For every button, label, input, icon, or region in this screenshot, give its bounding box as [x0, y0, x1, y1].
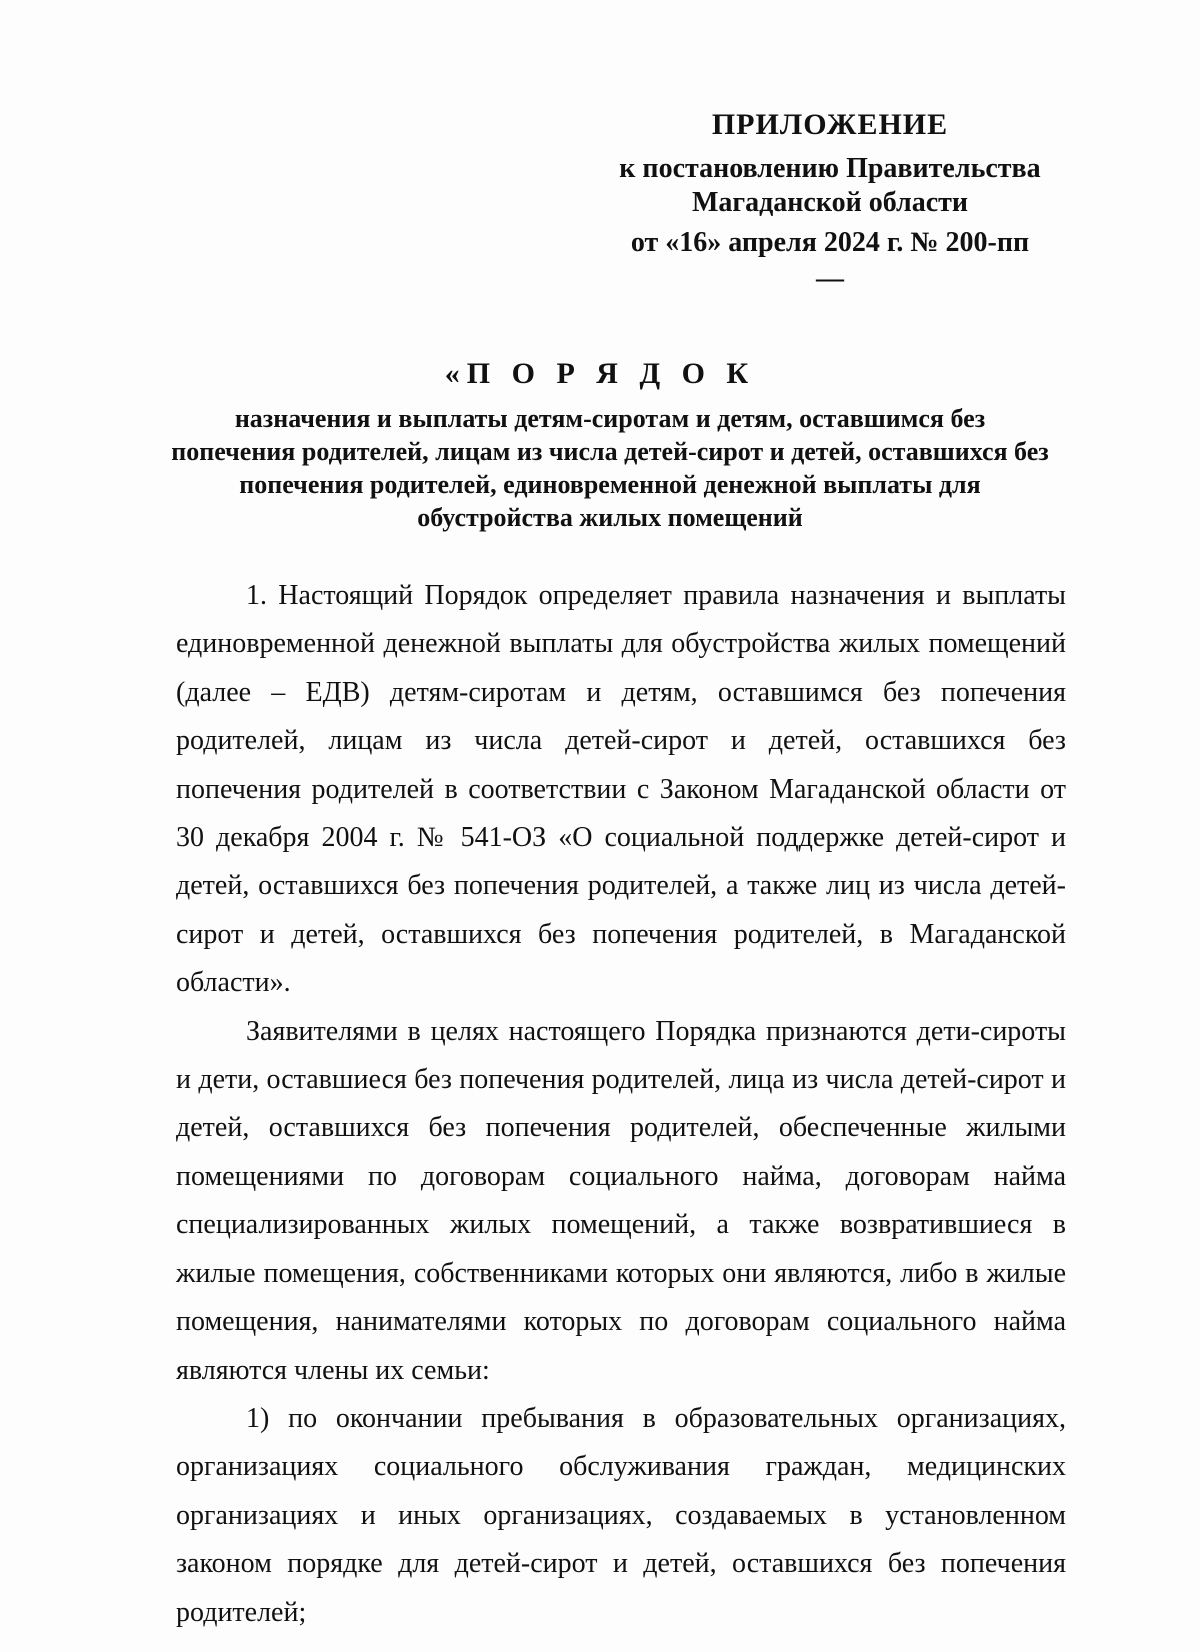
- appendix-title: ПРИЛОЖЕНИЕ: [711, 108, 949, 141]
- paragraph-2: Заявителями в целях настоящего Порядка признаются дети-сироты и дети, оставшиеся без попечения родителей, лица из числа детей-сирот и детей, оставшихся без попечения родителей, обеспеченные жилыми помещениями по договорам социального найма, договорам найма специализированных жилых помещений, а также возвратившиеся в жилые помещения, собственниками которых они являются, либо в жилые помещения, нанимателями которых по договорам социального найма являются члены их семьи:: [176, 1015, 1066, 1386]
- appendix-resolution-line: к постановлению Правительства: [619, 153, 1041, 184]
- order-title: «П О Р Я Д О К: [444, 357, 756, 390]
- appendix-region-line: Магаданской области: [691, 187, 969, 218]
- order-subtitle: назначения и выплаты детям-сиротам и детям, оставшимся без попечения родителей, лицам из числа детей-сирот и детей, оставшихся без попечения родителей, единовременной денежной выплаты для обустройства жилых помещений: [171, 404, 1049, 532]
- paragraph-1: 1. Настоящий Порядок определяет правила назначения и выплаты единовременной денежной выплаты для обустройства жилых помещений (далее – ЕДВ) детям-сиротам и детям, оставшимся без попечения родителей, лицам из числа детей-сирот и детей, оставшихся без попечения родителей в соответствии с Законом Магаданской области от 30 декабря 2004 г. № 541-ОЗ «О социальной поддержке детей-сирот и детей, оставшихся без попечения родителей, а также лиц из числа детей-сирот и детей, оставшихся без попечения родителей, в Магаданской области».: [176, 580, 1066, 999]
- appendix-date-line: от «16» апреля 2024 г. № 200-пп: [630, 227, 1030, 258]
- appendix-dash: —: [816, 263, 844, 294]
- document-body: [176, 572, 1066, 1637]
- paragraph-3: 1) по окончании пребывания в образовательных организациях, организациях социального обслуживания граждан, медицинских организациях и иных организациях, создаваемых в установленном законом порядке для детей-сирот и детей, оставшихся без попечения родителей;: [176, 1402, 1066, 1628]
